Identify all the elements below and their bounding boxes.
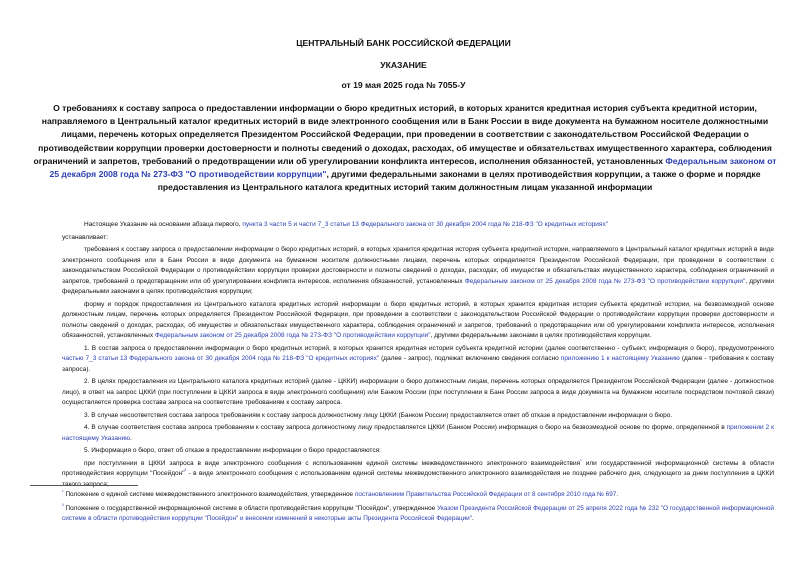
footnote-divider bbox=[30, 485, 138, 486]
document-type: УКАЗАНИЕ bbox=[380, 60, 427, 70]
paragraph-1-text: 1. В состав запроса о предоставлении информации о бюро кредитных историй, в которых хранится кредитная история субъекта кредитной истории (далее соответственно - субъект, информация о бюро), предусмотренного bbox=[84, 344, 774, 352]
footnote-1-mark: ¹ bbox=[62, 488, 64, 495]
footnote-ref-1[interactable]: ¹ bbox=[580, 457, 582, 464]
title-text-2: , другими федеральными законами в целях противодействия коррупции, а также о форме и порядке предоставления из Центрального каталога кредитных историй таким должностным лицам указанной информации bbox=[157, 169, 761, 193]
footnote-2-link[interactable]: Указом Президента Российской Федерации от 25 апреля 2022 года № 232 "О государственной информационной системе в области противодействия коррупции "Посейдон" и внесении изменений в некоторые акты Президента Российской Федерации" bbox=[62, 505, 774, 523]
footnote-2-text-end: . bbox=[472, 515, 474, 523]
intro-text: Настоящее Указание на основании абзаца первого, bbox=[84, 221, 243, 228]
paragraph-1-text-mid: (далее - запрос), подлежат включению сведения согласно bbox=[379, 355, 561, 362]
paragraph-1-law-link[interactable]: частью 7_3 статьи 13 Федерального закона от 30 декабря 2004 года № 218-ФЗ "О кредитных историях" bbox=[62, 355, 380, 362]
footnote-1-text: Положение о единой системе межведомственного электронного взаимодействия, утвержденное bbox=[63, 491, 355, 498]
form-paragraph bbox=[62, 300, 774, 342]
paragraph-5-item-1 bbox=[62, 459, 774, 491]
paragraph-5-item-1-text-mid: или государственной информационной системы в области противодействия коррупции "Посейдон" bbox=[62, 459, 774, 477]
requirements-law-link[interactable]: Федеральным законом от 25 декабря 2008 года № 273-ФЗ "О противодействии коррупции" bbox=[464, 277, 746, 285]
title-law-link[interactable]: Федеральным законом от 25 декабря 2008 года № 273-ФЗ "О противодействии коррупции" bbox=[49, 155, 777, 180]
paragraph-4-text: 4. В случае соответствия состава запроса требованиям к составу запроса должностному лицу предоставляется ЦККИ (Банком России) информация о бюро на безвозмездной основе по форме, определенной в bbox=[84, 424, 727, 431]
document-body bbox=[62, 220, 774, 492]
paragraph-5-item-1-text: при поступлении в ЦККИ запроса в виде электронного сообщения с использованием единой системы межведомственного электронного взаимодействия bbox=[84, 459, 581, 467]
requirements-text-end: , другими федеральными законами в целях противодействия коррупции; bbox=[62, 277, 774, 295]
paragraph-1-text-end: (далее - требования к составу запроса). bbox=[62, 355, 774, 373]
paragraph-5-item-1-text-end: - в виде электронного сообщения с использованием единой системы межведомственного электронного взаимодействия не позднее рабочего дня, следующего за днем поступления в ЦККИ такого запроса; bbox=[62, 470, 774, 488]
footnote-1-text-end: . bbox=[616, 491, 619, 498]
footnote-2-mark: ² bbox=[62, 502, 64, 509]
bank-name: ЦЕНТРАЛЬНЫЙ БАНК РОССИЙСКОЙ ФЕДЕРАЦИИ bbox=[296, 38, 511, 48]
document-date-number: от 19 мая 2025 года № 7055-У bbox=[341, 80, 466, 90]
paragraph-3: 3. В случае несоответствия состава запроса требованиям к составу запроса должностному лицу ЦККИ (Банком России) предоставляется ответ об отказе в предоставлении информации о бюро. bbox=[84, 411, 673, 419]
intro-law-link[interactable]: пункта 3 части 5 и части 7_3 статьи 13 Федерального закона от 30 декабря 2004 года № 218-ФЗ "О кредитных историях" bbox=[242, 221, 609, 228]
form-text: форму и порядок предоставления из Центрального каталога кредитных историй информации о бюро кредитных историй, в которых хранится кредитная история субъекта кредитной истории, на безвозмездной основе должностным лицам, перечень которых определяется Президентом Российской Федерации, при проведении в соответствии с законодательством Российской Федерации о противодействии коррупции проверки достоверности и полноты сведений о доходах, расходах, об имуществе и обязательствах имущественного характера, соблюдения ограничений и запретов, требований о предотвращении или об урегулировании конфликта интересов, исполнения обязанностей, установленных bbox=[62, 300, 774, 339]
document-title bbox=[30, 102, 780, 194]
requirements-text: требования к составу запроса о предоставлении информации о бюро кредитных историй, в которых хранится кредитная история субъекта кредитной истории, направляемого в Центральный каталог кредитных историй в виде электронного сообщения или в Банк России в виде документа на бумажном носителе должностными лицами, перечень которых определяется Президентом Российской Федерации, при проведении в соответствии с законодательством Российской Федерации о противодействии коррупции проверки достоверности и полноты сведений о доходах, расходах, об имуществе и обязательствах имущественного характера, соблюдения ограничений и запретов, требований о предотвращении или об урегулировании конфликта интересов, исполнения обязанностей, установленных bbox=[62, 246, 774, 285]
appendix-2-link[interactable]: приложении 2 к настоящему Указанию bbox=[62, 424, 775, 442]
intro-paragraph bbox=[62, 220, 774, 231]
paragraph-5: 5. Информация о бюро, ответ об отказе в предоставлении информации о бюро предоставляются: bbox=[84, 447, 381, 454]
paragraph-4 bbox=[62, 423, 774, 444]
paragraph-4-text-end: . bbox=[130, 434, 132, 442]
appendix-1-link[interactable]: приложению 1 к настоящему Указанию bbox=[560, 355, 680, 362]
form-text-end: , другими федеральными законами в целях противодействия коррупции. bbox=[430, 332, 652, 339]
requirements-paragraph bbox=[62, 245, 774, 298]
footnote-ref-2[interactable]: ² bbox=[184, 467, 187, 474]
footnote-1 bbox=[62, 490, 774, 500]
establishes-line: устанавливает: bbox=[62, 233, 109, 241]
paragraph-2: 2. В целях предоставления из Центрального каталога кредитных историй (далее - ЦККИ) информации о бюро должностным лицам, перечень которых определяется Президентом Российской Федерации (далее - должностное лицо), в ответ на запрос ЦККИ (при поступлении в ЦККИ запроса в виде электронного сообщения) или Банком России (при поступлении в Банк России запроса в виде документа на бумажном носителе посредством почтовой связи) осуществляется проверка состава запроса на соответствие требованиям к составу запроса. bbox=[62, 378, 774, 406]
footnote-2-text: Положение о государственной информационной системе в области противодействия коррупции "Посейдон", утвержденное bbox=[63, 505, 438, 512]
footnote-1-link[interactable]: постановлением Правительства Российской Федерации от 8 сентября 2010 года № 697 bbox=[354, 491, 617, 498]
form-law-link[interactable]: Федеральным законом от 25 декабря 2008 года № 273-ФЗ "О противодействии коррупции" bbox=[154, 332, 431, 339]
title-text-1: О требованиях к составу запроса о предоставлении информации о бюро кредитных историй, в которых хранится кредитная история субъекта кредитной истории, направляемого в Центральный каталог кредитных историй в виде электронного сообщения или в Банк России в виде документа на бумажном носителе должностными лицами, перечень которых определяется Президентом Российской Федерации, при проведении в соответствии с законодательством Российской Федерации о противодействии коррупции проверки достоверности и полноты сведений о доходах, расходах, об имуществе и обязательствах имущественного характера, соблюдения ограничений и запретов, требований о предотвращении или об урегулировании конфликта интересов, исполнения обязанностей, установленных bbox=[33, 103, 772, 166]
footnote-2 bbox=[62, 504, 774, 525]
paragraph-1 bbox=[62, 344, 774, 376]
